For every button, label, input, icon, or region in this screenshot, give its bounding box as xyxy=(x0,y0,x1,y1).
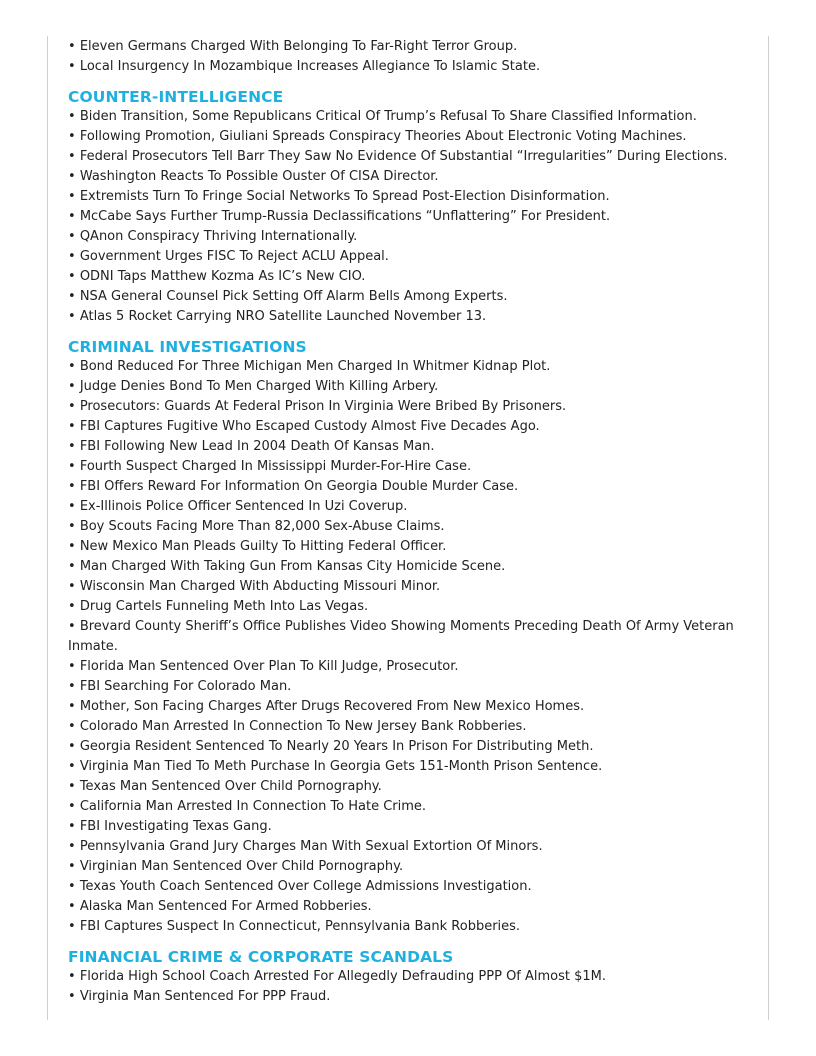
headline-item[interactable] xyxy=(68,657,748,677)
headline-text[interactable]: Extremists Turn To Fringe Social Networks To Spread Post-Election Disinformation. xyxy=(79,189,610,204)
headline-item[interactable] xyxy=(68,597,748,617)
headline-text[interactable]: Government Urges FISC To Reject ACLU Appeal. xyxy=(79,249,389,264)
headline-item[interactable] xyxy=(68,357,748,377)
headline-item[interactable] xyxy=(68,437,748,457)
bullet-icon: • xyxy=(68,579,80,594)
headline-text[interactable]: Virginia Man Tied To Meth Purchase In Georgia Gets 151-Month Prison Sentence. xyxy=(79,759,603,774)
bullet-icon: • xyxy=(68,539,80,554)
left-margin-rule xyxy=(47,36,48,1020)
headline-item[interactable] xyxy=(68,737,748,757)
headline-item[interactable] xyxy=(68,557,748,577)
headline-text[interactable]: McCabe Says Further Trump-Russia Declassifications “Unflattering” For President. xyxy=(79,209,611,224)
headline-text[interactable]: Texas Youth Coach Sentenced Over College Admissions Investigation. xyxy=(79,879,532,894)
headline-text[interactable]: Virginian Man Sentenced Over Child Pornography. xyxy=(79,859,404,874)
headline-list xyxy=(68,967,748,1007)
bullet-icon: • xyxy=(68,129,80,144)
headline-item[interactable] xyxy=(68,717,748,737)
bullet-icon: • xyxy=(68,899,80,914)
headline-item[interactable] xyxy=(68,57,748,77)
section-heading: FINANCIAL CRIME & CORPORATE SCANDALS xyxy=(68,948,454,966)
headline-text[interactable]: Local Insurgency In Mozambique Increases Allegiance To Islamic State. xyxy=(79,59,541,74)
bullet-icon: • xyxy=(68,679,80,694)
headline-text[interactable]: Drug Cartels Funneling Meth Into Las Vegas. xyxy=(79,599,369,614)
section-heading: COUNTER-INTELLIGENCE xyxy=(68,88,284,106)
bullet-icon: • xyxy=(68,229,80,244)
bullet-icon: • xyxy=(68,839,80,854)
headline-item[interactable] xyxy=(68,187,748,207)
headline-item[interactable] xyxy=(68,477,748,497)
headline-text[interactable]: Georgia Resident Sentenced To Nearly 20 Years In Prison For Distributing Meth. xyxy=(79,739,594,754)
headline-item[interactable] xyxy=(68,147,748,167)
headline-text[interactable]: FBI Captures Fugitive Who Escaped Custody Almost Five Decades Ago. xyxy=(79,419,540,434)
bullet-icon: • xyxy=(68,779,80,794)
headline-text[interactable]: Following Promotion, Giuliani Spreads Conspiracy Theories About Electronic Voting Machines. xyxy=(79,129,687,144)
headline-item[interactable] xyxy=(68,37,748,57)
headline-item[interactable] xyxy=(68,697,748,717)
headline-text[interactable]: FBI Offers Reward For Information On Georgia Double Murder Case. xyxy=(79,479,519,494)
bullet-icon: • xyxy=(68,189,80,204)
headline-item[interactable] xyxy=(68,417,748,437)
bullet-icon: • xyxy=(68,879,80,894)
headline-item[interactable] xyxy=(68,307,748,327)
bullet-icon: • xyxy=(68,739,80,754)
bullet-icon: • xyxy=(68,919,80,934)
headline-text[interactable]: Florida High School Coach Arrested For Allegedly Defrauding PPP Of Almost $1M. xyxy=(79,969,607,984)
bullet-icon: • xyxy=(68,269,80,284)
headline-item[interactable] xyxy=(68,797,748,817)
headline-text[interactable]: Eleven Germans Charged With Belonging To Far-Right Terror Group. xyxy=(79,39,518,54)
bullet-icon: • xyxy=(68,989,80,1004)
bullet-icon: • xyxy=(68,419,80,434)
bullet-icon: • xyxy=(68,519,80,534)
news-section xyxy=(68,337,748,937)
headline-text[interactable]: Judge Denies Bond To Men Charged With Killing Arbery. xyxy=(79,379,439,394)
headline-item[interactable] xyxy=(68,857,748,877)
headline-item[interactable] xyxy=(68,897,748,917)
headline-item[interactable] xyxy=(68,107,748,127)
headline-text[interactable]: Mother, Son Facing Charges After Drugs Recovered From New Mexico Homes. xyxy=(79,699,585,714)
headline-item[interactable] xyxy=(68,497,748,517)
headline-item[interactable] xyxy=(68,877,748,897)
bullet-icon: • xyxy=(68,499,80,514)
bullet-icon: • xyxy=(68,699,80,714)
headline-text[interactable]: Fourth Suspect Charged In Mississippi Murder-For-Hire Case. xyxy=(79,459,472,474)
headline-item[interactable] xyxy=(68,287,748,307)
headline-text[interactable]: NSA General Counsel Pick Setting Off Alarm Bells Among Experts. xyxy=(79,289,508,304)
headline-text[interactable]: California Man Arrested In Connection To Hate Crime. xyxy=(79,799,427,814)
bullet-icon: • xyxy=(68,109,80,124)
headline-text[interactable]: Man Charged With Taking Gun From Kansas City Homicide Scene. xyxy=(79,559,506,574)
bullet-icon: • xyxy=(68,799,80,814)
bullet-icon: • xyxy=(68,719,80,734)
headline-text[interactable]: FBI Following New Lead In 2004 Death Of Kansas Man. xyxy=(79,439,435,454)
headline-item[interactable] xyxy=(68,617,748,657)
headline-text[interactable]: Biden Transition, Some Republicans Critical Of Trump’s Refusal To Share Classified Information. xyxy=(79,109,697,124)
right-margin-rule xyxy=(768,36,769,1020)
headline-text[interactable]: Atlas 5 Rocket Carrying NRO Satellite Launched November 13. xyxy=(79,309,487,324)
headline-text[interactable]: ODNI Taps Matthew Kozma As IC’s New CIO. xyxy=(79,269,366,284)
headline-item[interactable] xyxy=(68,517,748,537)
headline-text[interactable]: Florida Man Sentenced Over Plan To Kill Judge, Prosecutor. xyxy=(79,659,459,674)
headline-list xyxy=(68,357,748,937)
bullet-icon: • xyxy=(68,759,80,774)
headline-item[interactable] xyxy=(68,377,748,397)
bullet-icon: • xyxy=(68,859,80,874)
bullet-icon: • xyxy=(68,459,80,474)
news-section xyxy=(68,87,748,327)
headline-text[interactable]: FBI Searching For Colorado Man. xyxy=(79,679,292,694)
bullet-icon: • xyxy=(68,599,80,614)
headline-item[interactable] xyxy=(68,167,748,187)
headline-item[interactable] xyxy=(68,247,748,267)
headline-text[interactable]: FBI Investigating Texas Gang. xyxy=(79,819,272,834)
bullet-icon: • xyxy=(68,969,80,984)
bullet-icon: • xyxy=(68,289,80,304)
headline-text[interactable]: QAnon Conspiracy Thriving Internationally. xyxy=(79,229,358,244)
headline-item[interactable] xyxy=(68,677,748,697)
headline-item[interactable] xyxy=(68,397,748,417)
headline-item[interactable] xyxy=(68,817,748,837)
bullet-icon: • xyxy=(68,39,80,54)
headline-item[interactable] xyxy=(68,777,748,797)
headline-list xyxy=(68,107,748,327)
headline-text[interactable]: Ex-Illinois Police Officer Sentenced In Uzi Coverup. xyxy=(79,499,408,514)
bullet-icon: • xyxy=(68,479,80,494)
headline-list xyxy=(68,37,748,77)
headline-text[interactable]: Colorado Man Arrested In Connection To New Jersey Bank Robberies. xyxy=(79,719,527,734)
headline-text[interactable]: Bond Reduced For Three Michigan Men Charged In Whitmer Kidnap Plot. xyxy=(79,359,551,374)
bullet-icon: • xyxy=(68,59,80,74)
bullet-icon: • xyxy=(68,309,80,324)
headline-item[interactable] xyxy=(68,457,748,477)
headline-item[interactable] xyxy=(68,127,748,147)
bullet-icon: • xyxy=(68,659,80,674)
headline-text[interactable]: Virginia Man Sentenced For PPP Fraud. xyxy=(79,989,331,1004)
headline-text[interactable]: Boy Scouts Facing More Than 82,000 Sex-Abuse Claims. xyxy=(79,519,445,534)
bullet-icon: • xyxy=(68,619,80,634)
headline-item[interactable] xyxy=(68,577,748,597)
bullet-icon: • xyxy=(68,249,80,264)
headline-text[interactable]: Wisconsin Man Charged With Abducting Missouri Minor. xyxy=(79,579,441,594)
headline-text[interactable]: Alaska Man Sentenced For Armed Robberies. xyxy=(79,899,372,914)
headline-text[interactable]: Prosecutors: Guards At Federal Prison In Virginia Were Bribed By Prisoners. xyxy=(79,399,567,414)
headline-text[interactable]: FBI Captures Suspect In Connecticut, Pennsylvania Bank Robberies. xyxy=(79,919,521,934)
bullet-icon: • xyxy=(68,359,80,374)
headline-item[interactable] xyxy=(68,537,748,557)
news-section xyxy=(68,37,748,77)
bullet-icon: • xyxy=(68,149,80,164)
bullet-icon: • xyxy=(68,209,80,224)
bullet-icon: • xyxy=(68,399,80,414)
headline-item[interactable] xyxy=(68,227,748,247)
headline-text[interactable]: Brevard County Sheriff’s Office Publishes Video Showing Moments Preceding Death Of Army Veteran Inmate. xyxy=(68,619,734,654)
bullet-icon: • xyxy=(68,559,80,574)
bullet-icon: • xyxy=(68,379,80,394)
headline-text[interactable]: Texas Man Sentenced Over Child Pornography. xyxy=(79,779,382,794)
bullet-icon: • xyxy=(68,819,80,834)
newsletter-content xyxy=(68,37,748,1007)
bullet-icon: • xyxy=(68,439,80,454)
headline-item[interactable] xyxy=(68,967,748,987)
headline-item[interactable] xyxy=(68,757,748,777)
headline-text[interactable]: Pennsylvania Grand Jury Charges Man With Sexual Extortion Of Minors. xyxy=(79,839,543,854)
bullet-icon: • xyxy=(68,169,80,184)
headline-text[interactable]: Federal Prosecutors Tell Barr They Saw No Evidence Of Substantial “Irregularities” During Elections. xyxy=(79,149,728,164)
headline-item[interactable] xyxy=(68,267,748,287)
section-heading: CRIMINAL INVESTIGATIONS xyxy=(68,338,307,356)
headline-item[interactable] xyxy=(68,917,748,937)
headline-item[interactable] xyxy=(68,987,748,1007)
headline-item[interactable] xyxy=(68,837,748,857)
headline-item[interactable] xyxy=(68,207,748,227)
news-section xyxy=(68,947,748,1007)
headline-text[interactable]: Washington Reacts To Possible Ouster Of CISA Director. xyxy=(79,169,439,184)
headline-text[interactable]: New Mexico Man Pleads Guilty To Hitting Federal Officer. xyxy=(79,539,447,554)
